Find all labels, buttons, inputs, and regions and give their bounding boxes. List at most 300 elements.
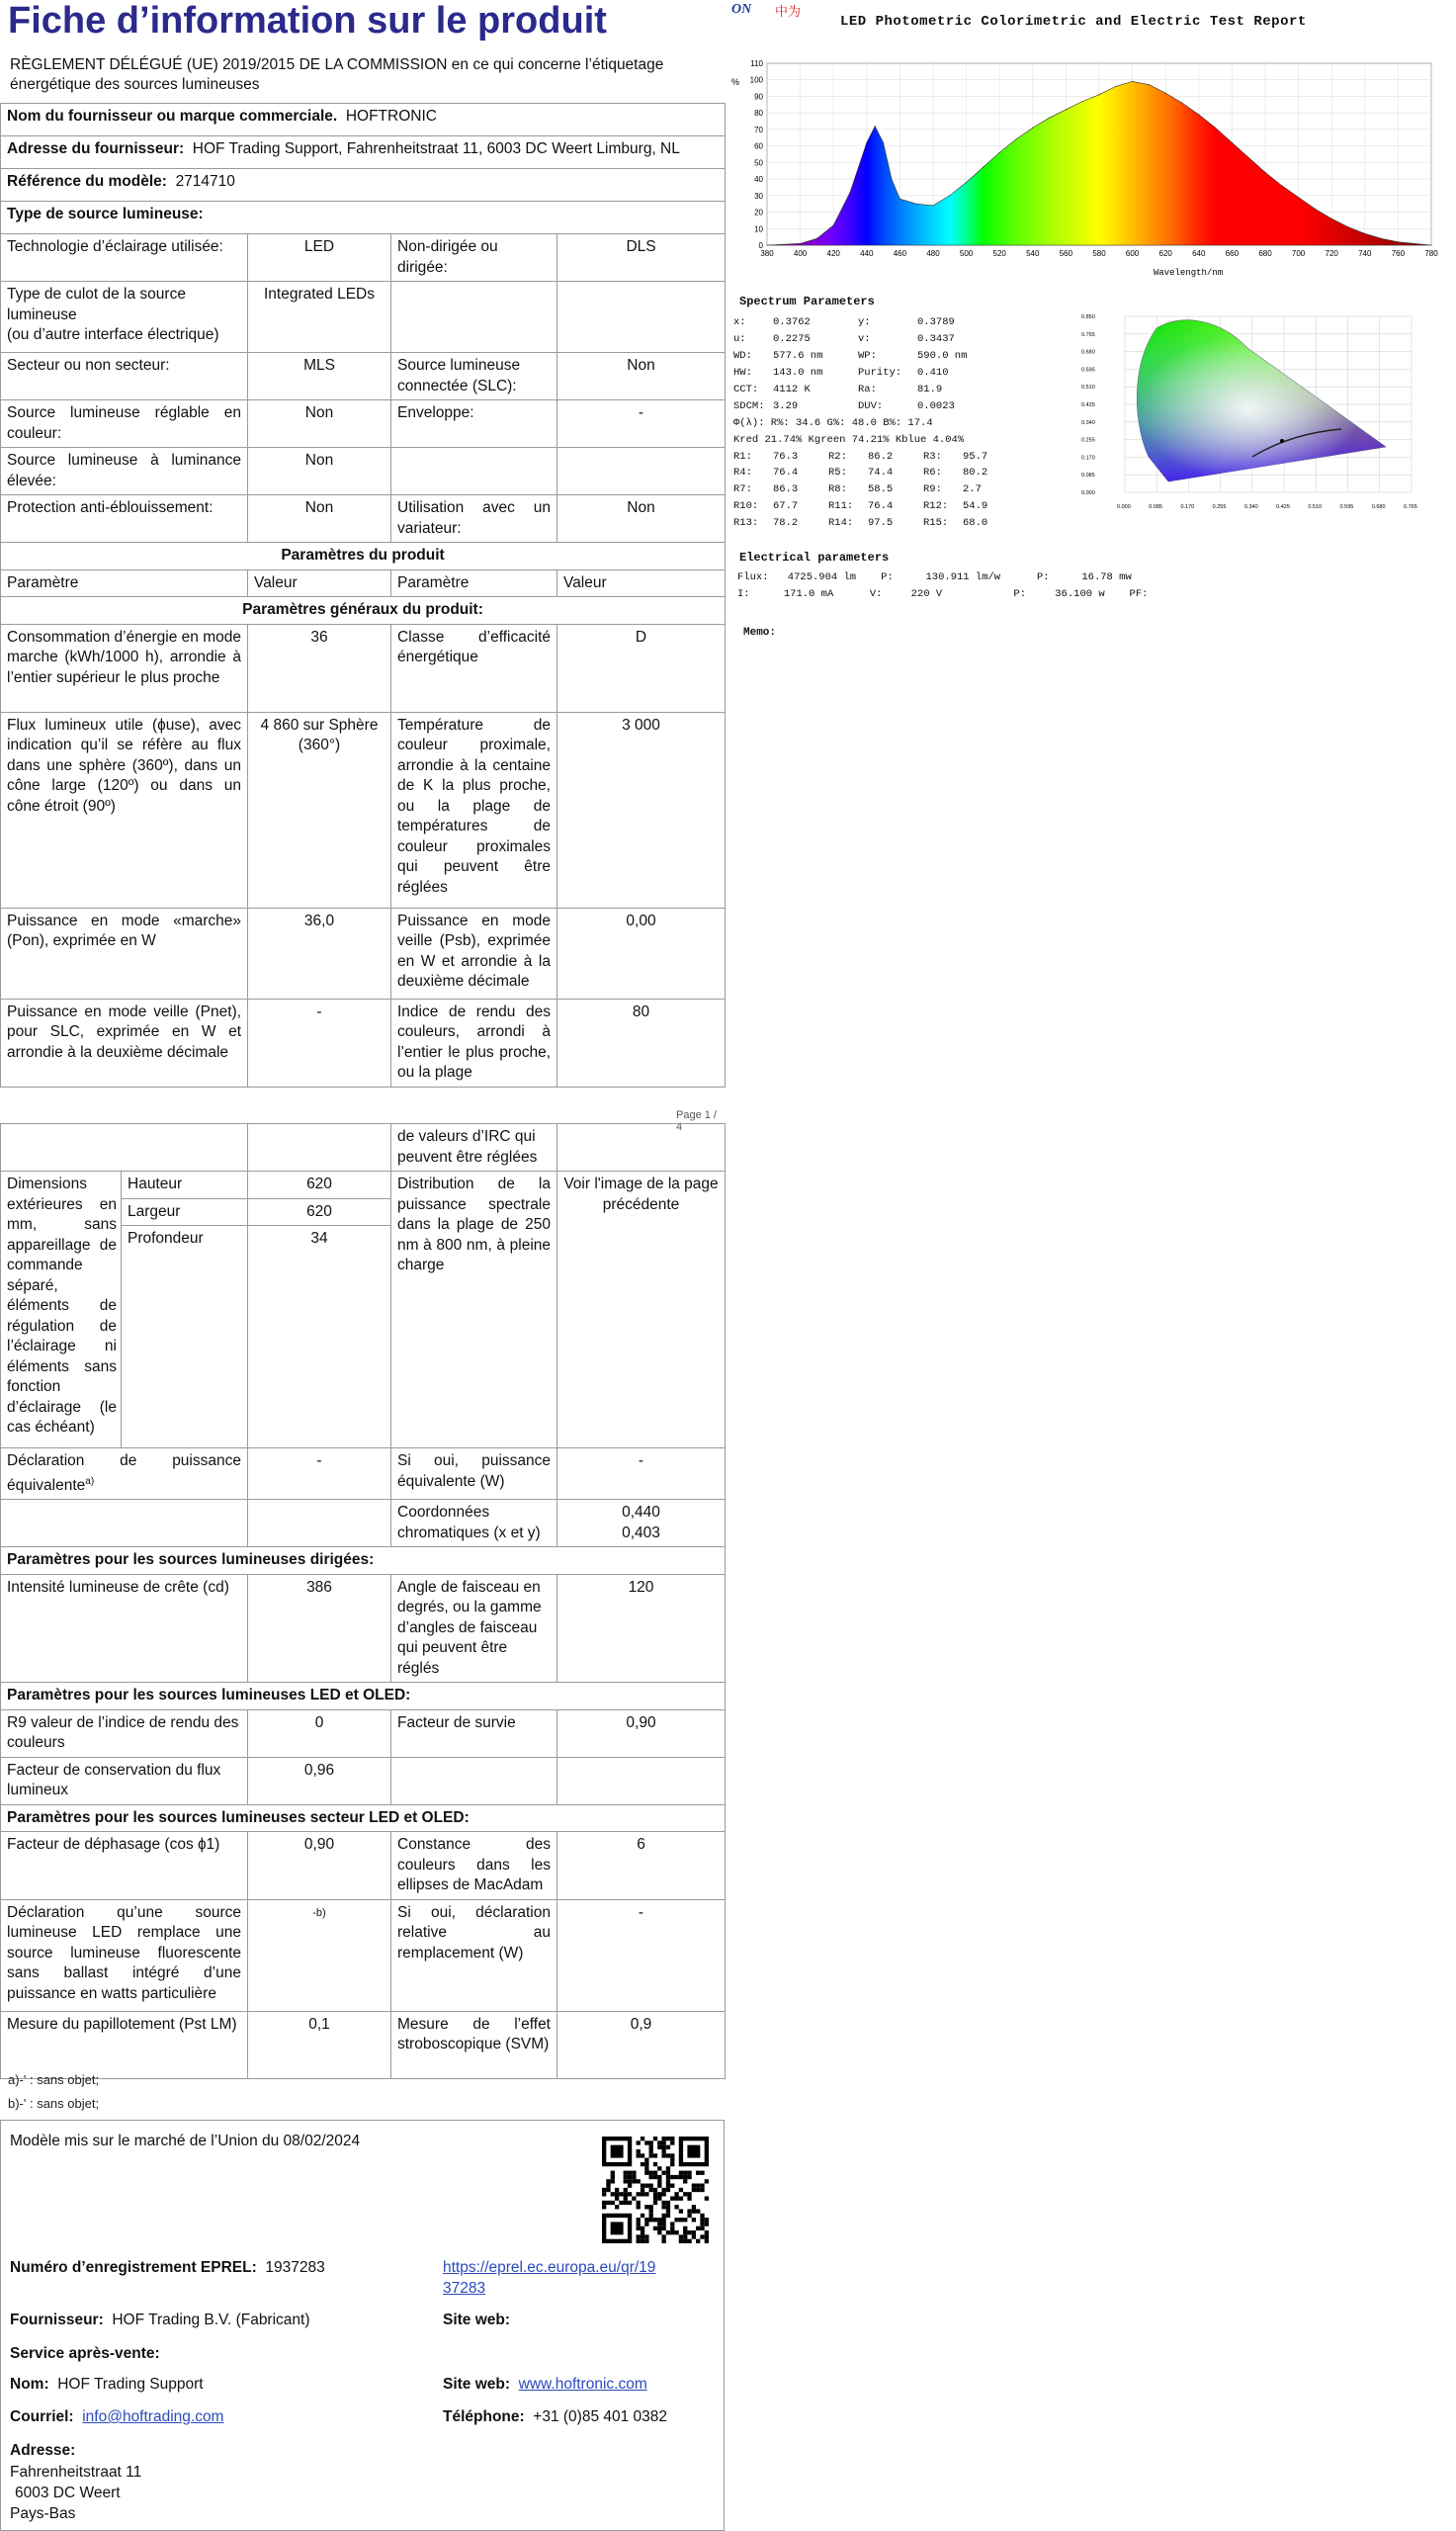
cell: - <box>248 999 391 1087</box>
param-cell: 76.3 <box>773 450 799 463</box>
param-cell: R1: <box>733 450 752 463</box>
qr-module <box>653 2226 657 2230</box>
qr-module <box>687 2196 691 2200</box>
qr-module <box>641 2137 644 2140</box>
qr-module <box>657 2140 661 2144</box>
qr-module <box>666 2214 670 2218</box>
param-cell: R4: <box>733 467 752 480</box>
y-tick-label: 90 <box>754 92 763 102</box>
qr-module <box>649 2188 653 2192</box>
qr-module <box>624 2179 628 2183</box>
qr-module <box>683 2239 687 2243</box>
qr-code-icon <box>602 2137 709 2243</box>
cie-y-tick: 0.850 <box>1081 314 1095 320</box>
model-ref-row: Référence du modèle: 2714710 <box>1 169 726 202</box>
param-cell: SDCM: <box>733 399 765 412</box>
qr-module <box>637 2234 641 2238</box>
qr-module <box>666 2166 670 2170</box>
qr-module <box>657 2145 661 2149</box>
cell: 0 <box>248 1709 391 1757</box>
electrical-params-table <box>737 569 1162 603</box>
param-cell: R12: <box>923 500 949 513</box>
x-tick-label: 780 <box>1424 249 1438 258</box>
qr-module <box>692 2184 696 2188</box>
cell: Non <box>557 495 726 543</box>
test-report <box>728 0 1456 692</box>
spectrum-point <box>1381 238 1382 239</box>
footnote-b: b)-' : sans objet; <box>8 2096 100 2111</box>
qr-module <box>700 2171 704 2175</box>
qr-module <box>632 2196 636 2200</box>
qr-module <box>611 2192 615 2196</box>
cell: Technologie d’éclairage utilisée: <box>1 234 248 282</box>
x-tick-label: 660 <box>1225 249 1240 258</box>
qr-module <box>661 2149 665 2153</box>
spectrum-point <box>767 245 768 246</box>
qr-module <box>602 2205 606 2209</box>
qr-module <box>683 2175 687 2179</box>
supplier-row: Fournisseur: HOF Trading B.V. (Fabricant) <box>10 2312 310 2328</box>
cie-y-tick: 0.510 <box>1081 385 1095 392</box>
page-title: Fiche d’information sur le produit <box>8 0 607 42</box>
param-cell: 0.3789 <box>917 316 955 329</box>
qr-module <box>649 2209 653 2213</box>
spectrum-point <box>1066 109 1067 110</box>
qr-module <box>653 2196 657 2200</box>
cell: 4 860 sur Sphère (360°) <box>248 712 391 908</box>
directed-header: Paramètres pour les sources lumineuses dirigées: <box>1 1547 726 1575</box>
qr-module <box>644 2166 648 2170</box>
param-cell: 76.4 <box>868 500 894 513</box>
email-link[interactable]: info@hoftrading.com <box>82 2408 224 2425</box>
param-cell: 81.9 <box>917 384 943 395</box>
param-cell: Φ(λ): R%: 34.6 G%: 48.0 B%: 17.4 <box>733 416 933 429</box>
cell: Puissance en mode «marche» (Pon), exprimée en W <box>1 908 248 999</box>
qr-module <box>683 2171 687 2175</box>
qr-module <box>666 2175 670 2179</box>
regulation-text: RÈGLEMENT DÉLÉGUÉ (UE) 2019/2015 DE LA COMMISSION en ce qui concerne l’étiquetage énergétique des sources lumineuses <box>10 56 664 93</box>
spectrum-point <box>1016 138 1017 139</box>
qr-module <box>641 2184 644 2188</box>
qr-module <box>624 2171 628 2175</box>
spectrum-point <box>850 192 851 193</box>
qr-module <box>683 2179 687 2183</box>
param-cell: PF: <box>1129 588 1149 601</box>
qr-module <box>679 2209 683 2213</box>
x-tick-label: 540 <box>1026 249 1040 258</box>
qr-module <box>661 2145 665 2149</box>
param-cell: 220 V <box>910 588 943 601</box>
qr-module <box>674 2175 678 2179</box>
cell: Enveloppe: <box>391 400 557 448</box>
cie-y-tick: 0.085 <box>1081 473 1095 480</box>
param-cell: R9: <box>923 483 942 496</box>
light-type-header: Type de source lumineuse: <box>1 202 726 234</box>
cell: Flux lumineux utile (ɸuse), avec indication qu’il se réfère au flux dans une sphère (360º), dans un cône large (120º) ou dans un cône étroit (90º) <box>1 712 248 908</box>
report-logo: ON <box>731 2 752 17</box>
cell: 36 <box>248 624 391 712</box>
cell <box>557 282 726 353</box>
param-cell: y: <box>858 316 871 329</box>
qr-module <box>696 2226 700 2230</box>
qr-module <box>653 2137 657 2140</box>
qr-module <box>653 2192 657 2196</box>
cell <box>248 1500 391 1547</box>
param-cell: 76.4 <box>773 467 799 480</box>
qr-module <box>705 2179 709 2183</box>
param-cell: 58.5 <box>868 483 894 496</box>
general-header: Paramètres généraux du produit: <box>1 597 726 625</box>
cell: Profondeur <box>122 1226 248 1448</box>
spectrum-point <box>883 142 884 143</box>
cie-x-tick: 0.765 <box>1404 504 1417 510</box>
cell <box>391 448 557 495</box>
cie-y-tick: 0.255 <box>1081 437 1095 444</box>
cie-y-tick: 0.340 <box>1081 419 1095 426</box>
qr-module <box>670 2153 674 2157</box>
cell: MLS <box>248 353 391 400</box>
spectrum-point <box>1281 185 1282 186</box>
spectrum-point <box>1364 233 1365 234</box>
y-tick-label: 50 <box>754 158 763 168</box>
qr-module <box>615 2205 619 2209</box>
param-cell: WD: <box>733 350 752 363</box>
qr-module <box>670 2222 674 2226</box>
qr-module <box>624 2196 628 2200</box>
qr-module <box>641 2214 644 2218</box>
qr-module <box>657 2230 661 2234</box>
cell: Facteur de survie <box>391 1709 557 1757</box>
qr-module <box>637 2201 641 2205</box>
qr-module <box>637 2218 641 2222</box>
cell: Constance des couleurs dans les ellipses de MacAdam <box>391 1832 557 1900</box>
param-cell: R10: <box>733 500 759 513</box>
cell: Non <box>248 400 391 448</box>
spectrum-point <box>1032 128 1033 129</box>
col-header: Valeur <box>248 569 391 597</box>
qr-module <box>679 2239 683 2243</box>
qr-module <box>602 2201 606 2205</box>
qr-module <box>628 2192 632 2196</box>
qr-module <box>606 2179 610 2183</box>
y-tick-label: 110 <box>750 59 763 68</box>
footnote-a: a)-' : sans objet; <box>8 2072 100 2087</box>
qr-module <box>653 2162 657 2166</box>
param-cell: 3.29 <box>773 399 799 412</box>
spectrum-point <box>1132 81 1133 82</box>
y-tick-label: 40 <box>754 175 763 185</box>
param-cell: 86.3 <box>773 483 799 496</box>
param-cell: R13: <box>733 517 759 530</box>
x-tick-label: 460 <box>893 249 907 258</box>
x-tick-label: 400 <box>793 249 808 258</box>
cell: -b) <box>248 1899 391 2011</box>
cell: 0,90 <box>557 1709 726 1757</box>
report-title: LED Photometric Colorimetric and Electric Test Report <box>840 14 1307 30</box>
spectrum-params-header: Spectrum Parameters <box>739 295 875 308</box>
param-row <box>733 515 1158 532</box>
qr-module <box>615 2192 619 2196</box>
y-tick-label: 0 <box>758 241 763 250</box>
param-cell: V: <box>869 588 883 601</box>
qr-module <box>644 2234 648 2238</box>
qr-module <box>696 2239 700 2243</box>
qr-module <box>649 2145 653 2149</box>
qr-module <box>679 2188 683 2192</box>
cell: Distribution de la puissance spectrale dans la plage de 250 nm à 800 nm, à pleine charge <box>391 1172 557 1448</box>
cell: Largeur <box>122 1198 248 1226</box>
qr-module <box>661 2153 665 2157</box>
supplier-name-row: Nom du fournisseur ou marque commerciale. HOFTRONIC <box>1 104 726 136</box>
qr-module <box>619 2201 623 2205</box>
website-row: Site web: www.hoftronic.com <box>443 2376 647 2393</box>
qr-module <box>657 2196 661 2200</box>
qr-module <box>653 2153 657 2157</box>
qr-module <box>624 2201 628 2205</box>
param-cell: 0.0023 <box>917 399 955 412</box>
qr-module <box>700 2218 704 2222</box>
cie-x-tick: 0.340 <box>1243 504 1258 510</box>
param-cell: P: <box>1013 588 1027 601</box>
qr-module <box>611 2201 615 2205</box>
qr-module <box>624 2188 628 2192</box>
qr-module <box>644 2184 648 2188</box>
memo-label: Memo: <box>743 627 777 639</box>
cell: Non-dirigée ou dirigée: <box>391 234 557 282</box>
cell: Source lumineuse connectée (SLC): <box>391 353 557 400</box>
qr-module <box>644 2222 648 2226</box>
cell: Température de couleur proximale, arrondie à la centaine de K la plus proche, ou la plage de températures de couleur proximales qui peuvent être réglées <box>391 712 557 908</box>
qr-module <box>670 2140 674 2144</box>
cell <box>391 1757 557 1804</box>
x-tick-label: 580 <box>1092 249 1106 258</box>
cell: 0,96 <box>248 1757 391 1804</box>
eprel-row: Numéro d’enregistrement EPREL: 1937283 <box>10 2259 325 2276</box>
param-cell: 171.0 mA <box>783 588 834 601</box>
param-cell: 16.78 mw <box>1081 571 1132 584</box>
qr-module <box>705 2239 709 2243</box>
qr-module <box>700 2234 704 2238</box>
qr-module <box>661 2234 665 2238</box>
qr-module <box>641 2234 644 2238</box>
qr-module <box>628 2201 632 2205</box>
qr-module <box>628 2171 632 2175</box>
spectrum-point <box>892 179 893 180</box>
cell <box>557 1757 726 1804</box>
qr-module <box>641 2226 644 2230</box>
cell: Puissance en mode veille (Psb), exprimée en W et arrondie à la deuxième décimale <box>391 908 557 999</box>
website-link[interactable]: www.hoftronic.com <box>518 2376 647 2393</box>
cell: Intensité lumineuse de crête (cd) <box>1 1574 248 1683</box>
spectrum-point <box>1182 103 1183 104</box>
param-cell: 143.0 nm <box>773 367 823 380</box>
qr-module <box>641 2153 644 2157</box>
qr-module <box>661 2188 665 2192</box>
param-cell: Ra: <box>858 384 877 395</box>
qr-module <box>657 2166 661 2170</box>
x-tick-label: 480 <box>926 249 940 258</box>
qr-module <box>624 2192 628 2196</box>
dimensions-label: Dimensions extérieures en mm, sans appareillage de commande séparé, éléments de régulation de l’éclairage ni éléments sans fonction d’éclairage (le cas échéant) <box>1 1172 122 1448</box>
qr-module <box>661 2218 665 2222</box>
param-cell: 80.2 <box>963 467 988 480</box>
cell: Non <box>248 448 391 495</box>
qr-module <box>666 2137 670 2140</box>
qr-module <box>641 2230 644 2234</box>
cell: Facteur de conservation du flux lumineux <box>1 1757 248 1804</box>
cell: Voir l'image de la page précédente <box>557 1172 726 1448</box>
qr-module <box>606 2184 610 2188</box>
qr-module <box>666 2205 670 2209</box>
qr-module <box>641 2239 644 2243</box>
cell: Angle de faisceau en degrés, ou la gamme d’angles de faisceau qui peuvent être réglés <box>391 1574 557 1683</box>
qr-module <box>606 2188 610 2192</box>
cell: Utilisation avec un variateur: <box>391 495 557 543</box>
cie-point <box>1280 439 1284 443</box>
qr-module <box>649 2153 653 2157</box>
qr-module <box>666 2201 670 2205</box>
x-tick-label: 600 <box>1125 249 1140 258</box>
qr-module <box>674 2230 678 2234</box>
qr-module <box>692 2234 696 2238</box>
qr-module <box>705 2234 709 2238</box>
qr-module <box>687 2214 691 2218</box>
qr-module <box>666 2179 670 2183</box>
param-cell: 78.2 <box>773 517 799 530</box>
cell: 3 000 <box>557 712 726 908</box>
cie-x-tick: 0.085 <box>1149 504 1162 510</box>
report-logo-cn: 中为 <box>775 4 802 19</box>
param-cell: Purity: <box>858 367 902 380</box>
qr-module <box>692 2218 696 2222</box>
qr-module <box>705 2218 709 2222</box>
cie-x-tick: 0.510 <box>1308 504 1323 510</box>
qr-module <box>661 2137 665 2140</box>
spectrum-point <box>800 243 801 244</box>
qr-module <box>687 2171 691 2175</box>
cell: 120 <box>557 1574 726 1683</box>
info-table-page2 <box>0 1123 726 2079</box>
address-line: Pays-Bas <box>10 2505 76 2522</box>
address-line: Fahrenheitstraat 11 <box>10 2464 142 2481</box>
qr-module <box>700 2226 704 2230</box>
col-header: Paramètre <box>1 569 248 597</box>
qr-module <box>615 2188 619 2192</box>
qr-module <box>696 2171 700 2175</box>
qr-module <box>644 2162 648 2166</box>
qr-module <box>692 2209 696 2213</box>
qr-module <box>632 2175 636 2179</box>
qr-module <box>679 2218 683 2222</box>
qr-module <box>670 2137 674 2140</box>
qr-module <box>628 2184 632 2188</box>
qr-module <box>705 2196 709 2200</box>
cell: Déclaration qu’une source lumineuse LED remplace une source lumineuse fluorescente sans ballast intégré d’une puissance en watts particulière <box>1 1899 248 2011</box>
y-unit: % <box>731 77 740 87</box>
qr-module <box>696 2209 700 2213</box>
x-tick-label: 700 <box>1291 249 1306 258</box>
qr-module <box>649 2140 653 2144</box>
qr-module <box>644 2239 648 2243</box>
qr-module <box>649 2205 653 2209</box>
qr-module <box>670 2196 674 2200</box>
qr-module <box>641 2162 644 2166</box>
qr-module <box>666 2230 670 2234</box>
cell: Non <box>557 353 726 400</box>
qr-module <box>670 2184 674 2188</box>
qr-module <box>674 2205 678 2209</box>
qr-module <box>619 2192 623 2196</box>
qr-module <box>637 2226 641 2230</box>
qr-module <box>670 2230 674 2234</box>
cell: de valeurs d’IRC qui peuvent être réglées <box>391 1124 557 1172</box>
qr-module <box>683 2230 687 2234</box>
qr-module <box>700 2222 704 2226</box>
param-cell: 130.911 lm/w <box>925 571 1001 584</box>
param-cell: DUV: <box>858 399 884 412</box>
qr-module <box>632 2179 636 2183</box>
qr-module <box>653 2188 657 2192</box>
qr-module <box>653 2201 657 2205</box>
y-tick-label: 30 <box>754 191 763 201</box>
qr-module <box>674 2218 678 2222</box>
qr-module <box>653 2175 657 2179</box>
qr-module <box>615 2196 619 2200</box>
qr-module <box>644 2205 648 2209</box>
cell: Protection anti-éblouissement: <box>1 495 248 543</box>
qr-module <box>670 2162 674 2166</box>
qr-module <box>670 2175 674 2179</box>
qr-module <box>674 2196 678 2200</box>
qr-module <box>606 2201 610 2205</box>
cell: DLS <box>557 234 726 282</box>
qr-module <box>641 2188 644 2192</box>
qr-module <box>632 2171 636 2175</box>
spectrum-point <box>866 142 867 143</box>
x-tick-label: 560 <box>1059 249 1073 258</box>
col-header: Paramètre <box>391 569 557 597</box>
cie-diagram <box>1079 308 1425 510</box>
spectrum-point <box>816 238 817 239</box>
qr-module <box>644 2192 648 2196</box>
spectrum-point <box>1215 128 1216 129</box>
y-tick-label: 20 <box>754 208 763 218</box>
param-cell: u: <box>733 333 746 346</box>
param-cell: I: <box>737 588 750 601</box>
x-tick-label: 640 <box>1192 249 1206 258</box>
qr-module <box>611 2171 615 2175</box>
spectrum-point <box>1198 114 1199 115</box>
cell: 620 <box>248 1172 391 1199</box>
eprel-link[interactable]: https://eprel.ec.europa.eu/qr/19 37283 <box>443 2259 656 2297</box>
qr-module <box>644 2158 648 2162</box>
qr-module <box>611 2179 615 2183</box>
cell <box>1 1124 248 1172</box>
spectrum-point <box>916 204 917 205</box>
spectrum-point <box>1099 94 1100 95</box>
spectrum-point <box>1431 245 1432 246</box>
x-axis-label: Wavelength/nm <box>1153 268 1224 278</box>
param-cell: 577.6 nm <box>773 350 823 363</box>
cell: 36,0 <box>248 908 391 999</box>
qr-module <box>666 2145 670 2149</box>
qr-module <box>628 2175 632 2179</box>
param-cell: R14: <box>828 517 854 530</box>
spectrum-point <box>1149 84 1150 85</box>
param-cell: 36.100 w <box>1055 588 1105 601</box>
param-cell: 2.7 <box>963 483 982 496</box>
led-header: Paramètres pour les sources lumineuses LED et OLED: <box>1 1683 726 1710</box>
